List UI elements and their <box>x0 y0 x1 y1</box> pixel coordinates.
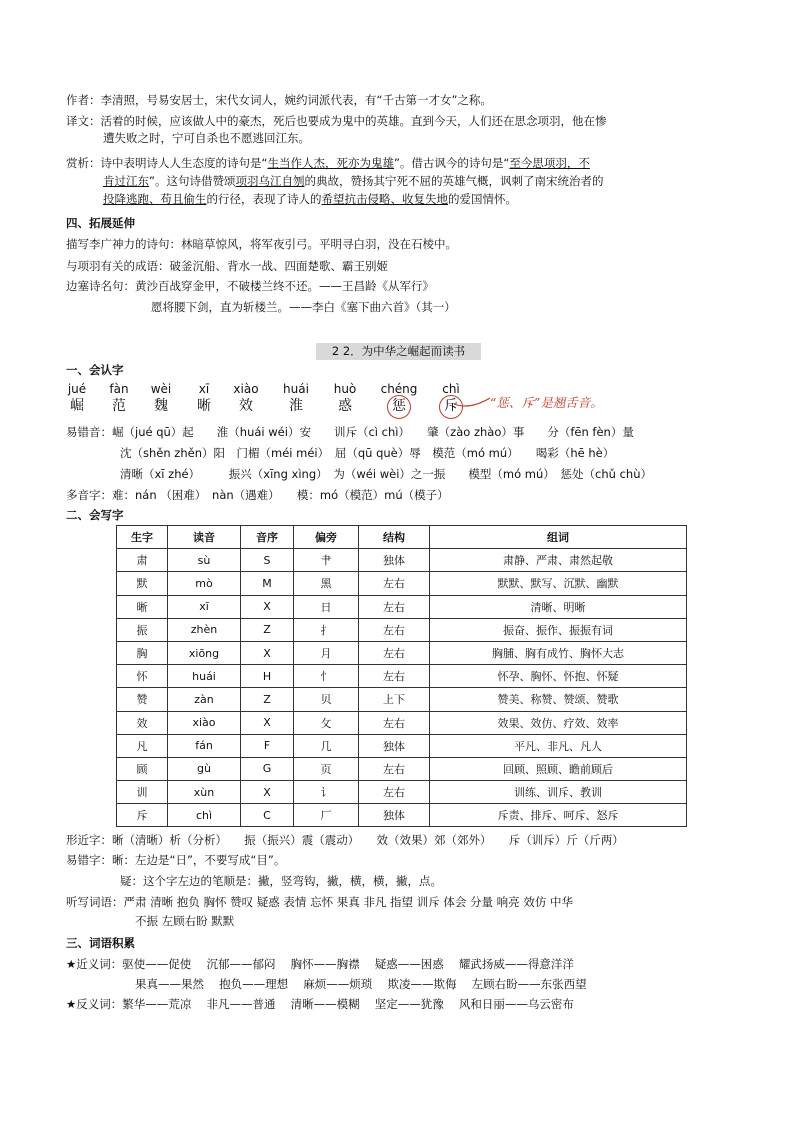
appreciation-text: ”。借古讽今的诗句是“ <box>393 156 510 170</box>
table-cell: 月 <box>294 641 359 664</box>
table-cell: X <box>241 641 294 664</box>
recognize-item <box>223 382 269 414</box>
dictation-line-1: 听写词语：严肃 清晰 抱负 胸怀 赞叹 疑惑 表情 忘怀 果真 非凡 指望 训斥 体会 分量 响亮 效仿 中华 <box>66 895 573 909</box>
mistakes-line-1 <box>66 424 634 440</box>
recognize-item <box>54 382 100 414</box>
table-cell: 斥责、排斥、呵斥、怒斥 <box>430 804 687 827</box>
table-cell: 黑 <box>294 572 359 595</box>
table-cell: xiōng <box>168 641 241 664</box>
dictation-line-2: 不振 左顾右盼 默默 <box>135 914 235 928</box>
pinyin: fàn <box>109 382 129 396</box>
hanzi: 崛 <box>70 398 84 414</box>
table-cell: 左右 <box>359 641 430 664</box>
appreciation-text: 的典故，赞扬其宁死不屈的英雄气概，讽刺了南宋统治者的 <box>304 174 604 188</box>
table-cell: 怀 <box>117 665 168 688</box>
recognize-item <box>138 382 184 414</box>
table-header: 结构 <box>359 526 430 549</box>
lesson-title: 2 2．为中华之崛起而读书 <box>316 343 481 360</box>
translation-line-1 <box>66 113 607 129</box>
table-cell: 独体 <box>359 734 430 757</box>
mistakes-line-2: 沈（shěn zhěn）阳 门楣（méi méi） 屈（qū què）辱 模范（mó mú） 喝彩（hē hè） <box>120 446 615 460</box>
table-cell: 厂 <box>294 804 359 827</box>
hanzi: 效 <box>239 398 253 414</box>
table-row <box>117 688 687 711</box>
appreciation-line-1 <box>66 155 590 171</box>
table-cell: zhèn <box>168 618 241 641</box>
hanzi: 惩 <box>392 398 406 414</box>
table-cell: 赞美、称赞、赞颂、赞歌 <box>430 688 687 711</box>
table-row <box>117 595 687 618</box>
table-cell: 左右 <box>359 572 430 595</box>
table-cell: 左右 <box>359 781 430 804</box>
antonym-line-1: ★反义词：繁华——荒凉 非凡——普通 清晰——模糊 坚定——犹豫 风和日丽——乌云密布 <box>66 997 574 1011</box>
table-cell: 训练、训斥、教训 <box>430 781 687 804</box>
appreciation-line-3 <box>103 191 517 207</box>
table-cell: 攵 <box>294 711 359 734</box>
translation-label: 译文： <box>66 114 101 128</box>
appreciation-text: 诗中表明诗人人生态度的诗句是“ <box>100 156 268 170</box>
table-cell: G <box>241 757 294 780</box>
hanzi: 范 <box>112 398 126 414</box>
table-cell: 赞 <box>117 688 168 711</box>
synonym-line-1: ★近义词：驱使——促使 沉郁——郁闷 胸怀——胸襟 疑惑——困惑 耀武扬威——得意洋洋 <box>66 957 574 971</box>
table-cell: 页 <box>294 757 359 780</box>
table-row <box>117 618 687 641</box>
appreciation-label: 赏析： <box>66 156 101 170</box>
table-cell: 怀孕、胸怀、怀抱、怀疑 <box>430 665 687 688</box>
appreciation-underline: 投降逃跑、苟且偷生 <box>103 192 207 206</box>
table-cell: 默 <box>117 572 168 595</box>
table-cell: 扌 <box>294 618 359 641</box>
table-row <box>117 734 687 757</box>
table-cell: xùn <box>168 781 241 804</box>
table-cell: 左右 <box>359 595 430 618</box>
table-cell: 左右 <box>359 665 430 688</box>
table-row <box>117 757 687 780</box>
table-row <box>117 549 687 572</box>
mistakes-label: 易错音： <box>66 425 112 439</box>
wrongchar-line-1: 易错字：晰：左边是“日”，不要写成“目”。 <box>66 853 286 867</box>
table-row <box>117 804 687 827</box>
table-header-row <box>117 526 687 549</box>
table-cell: 左右 <box>359 757 430 780</box>
table-cell: 左右 <box>359 711 430 734</box>
pinyin: xiào <box>233 382 259 396</box>
table-cell: 肃 <box>117 549 168 572</box>
recognize-item <box>96 382 142 414</box>
appreciation-underline: 希望抗击侵略、收复失地 <box>321 192 448 206</box>
wrongchar-line-2: 疑：这个字左边的笔顺是：撇，竖弯钩，撇，横，横，撇，点。 <box>120 874 442 888</box>
hanzi: 晰 <box>197 398 211 414</box>
table-cell: H <box>241 665 294 688</box>
table-cell: mò <box>168 572 241 595</box>
table-cell: 效 <box>117 711 168 734</box>
table-cell: 肃静、严肃、肃然起敬 <box>430 549 687 572</box>
table-cell: 平凡、非凡、凡人 <box>430 734 687 757</box>
appreciation-line-2 <box>103 173 603 189</box>
table-cell: 贝 <box>294 688 359 711</box>
pinyin: wèi <box>150 382 172 396</box>
table-cell: 效果、效仿、疗效、效率 <box>430 711 687 734</box>
hanzi: 魏 <box>154 398 168 414</box>
pinyin: huái <box>283 382 309 396</box>
table-cell: ⺺ <box>294 549 359 572</box>
write-table <box>116 525 687 827</box>
table-header: 读音 <box>168 526 241 549</box>
table-header: 生字 <box>117 526 168 549</box>
mistakes-line-3: 清晰（xī zhé） 振兴（xīng xìng） 为（wéi wèi）之一振 模型（mó mú） 惩处（chǔ chù） <box>120 467 652 481</box>
extension-line-1: 描写李广神力的诗句：林暗草惊风，将军夜引弓。平明寻白羽，没在石棱中。 <box>66 237 457 251</box>
translation-text-1: 活着的时候，应该做人中的豪杰，死后也要成为鬼中的英雄。直到今天，人们还在思念项羽，他在惨 <box>100 114 607 128</box>
table-row <box>117 641 687 664</box>
table-row <box>117 572 687 595</box>
recognize-heading: 一、会认字 <box>66 363 124 377</box>
table-cell: fán <box>168 734 241 757</box>
recognize-item <box>376 382 422 414</box>
appreciation-underline: 至今思项羽，不 <box>509 156 590 170</box>
pinyin: huò <box>333 382 357 396</box>
extension-line-2: 与项羽有关的成语：破釜沉船、背水一战、四面楚歌、霸王别姬 <box>66 259 388 273</box>
table-cell: Z <box>241 688 294 711</box>
table-row <box>117 781 687 804</box>
table-cell: X <box>241 781 294 804</box>
table-cell: 独体 <box>359 804 430 827</box>
appreciation-underline: 项羽乌江自刎 <box>235 174 305 188</box>
table-cell: xiào <box>168 711 241 734</box>
table-cell: 斥 <box>117 804 168 827</box>
table-cell: zàn <box>168 688 241 711</box>
table-cell: 讠 <box>294 781 359 804</box>
table-cell: M <box>241 572 294 595</box>
table-cell: huái <box>168 665 241 688</box>
table-cell: Z <box>241 618 294 641</box>
translation-line-2: 遭失败之时，宁可自杀也不愿逃回江东。 <box>103 131 310 145</box>
recognize-item <box>273 382 319 414</box>
table-cell: F <box>241 734 294 757</box>
table-cell: sù <box>168 549 241 572</box>
pinyin: chì <box>442 382 460 396</box>
table-cell: 回顾、照顾、瞻前顾后 <box>430 757 687 780</box>
appreciation-underline: 肯过江东 <box>103 174 149 188</box>
table-cell: 上下 <box>359 688 430 711</box>
similar-line: 形近字：晰（清晰）析（分析） 振（振兴）震（震动） 效（效果）郊（郊外） 斥（训斥）斤（斤两） <box>66 833 624 847</box>
recognize-item <box>181 382 227 414</box>
table-cell: 独体 <box>359 549 430 572</box>
appreciation-text: 的爱国情怀。 <box>448 192 517 206</box>
table-cell: C <box>241 804 294 827</box>
table-cell: 忄 <box>294 665 359 688</box>
table-cell: 日 <box>294 595 359 618</box>
table-header: 音序 <box>241 526 294 549</box>
table-cell: xī <box>168 595 241 618</box>
appreciation-text: 的行径，表现了诗人的 <box>206 192 322 206</box>
pinyin: xī <box>198 382 210 396</box>
table-cell: 训 <box>117 781 168 804</box>
table-cell: 默默、默写、沉默、幽默 <box>430 572 687 595</box>
extension-heading: 四、拓展延伸 <box>66 216 135 230</box>
table-cell: 振奋、振作、振振有词 <box>430 618 687 641</box>
table-row <box>117 665 687 688</box>
pinyin: jué <box>67 382 87 396</box>
recognize-item <box>322 382 368 414</box>
author-line: 作者：李清照，号易安居士，宋代女词人，婉约词派代表，有“千古第一才女”之称。 <box>66 93 492 107</box>
table-cell: 凡 <box>117 734 168 757</box>
hanzi: 淮 <box>289 398 303 414</box>
write-heading: 二、会写字 <box>66 508 124 522</box>
table-cell: chì <box>168 804 241 827</box>
table-cell: S <box>241 549 294 572</box>
recognize-note: “惩、斥”是翘舌音。 <box>490 395 603 410</box>
arrow-line-icon <box>452 392 492 412</box>
table-cell: 晰 <box>117 595 168 618</box>
pinyin: chéng <box>380 382 418 396</box>
table-cell: 清晰、明晰 <box>430 595 687 618</box>
table-header: 组词 <box>430 526 687 549</box>
table-cell: 胸脯、胸有成竹、胸怀大志 <box>430 641 687 664</box>
appreciation-text: ”。这句诗借赞颂 <box>149 174 236 188</box>
table-row <box>117 711 687 734</box>
table-cell: 胸 <box>117 641 168 664</box>
mistakes-text: 崛（jué qū）起 淮（huái wéi）安 训斥（cì chì） 肇（zào zhào）事 分（fēn fèn）量 <box>112 425 634 439</box>
synonym-line-2: 果真——果然 抱负——理想 麻烦——烦琐 欺凌——欺侮 左顾右盼——东张西望 <box>135 977 587 991</box>
table-cell: 振 <box>117 618 168 641</box>
hanzi: 斥 <box>444 398 458 414</box>
table-cell: X <box>241 595 294 618</box>
extension-line-3: 边塞诗名句：黄沙百战穿金甲，不破楼兰终不还。——王昌龄《从军行》 <box>66 279 434 293</box>
vocab-heading: 三、词语积累 <box>66 936 135 950</box>
extension-line-4: 愿将腰下剑，直为斩楼兰。——李白《塞下曲六首》（其一） <box>151 300 456 314</box>
table-header: 偏旁 <box>294 526 359 549</box>
polyphone-line: 多音字：难：nán （困难） nàn（遇难） 模：mó（模范）mú（模子） <box>66 488 449 502</box>
appreciation-underline: 生当作人杰，死亦为鬼雄 <box>267 156 394 170</box>
table-cell: 几 <box>294 734 359 757</box>
table-cell: gù <box>168 757 241 780</box>
hanzi: 惑 <box>338 398 352 414</box>
table-cell: X <box>241 711 294 734</box>
table-cell: 左右 <box>359 618 430 641</box>
table-cell: 顾 <box>117 757 168 780</box>
